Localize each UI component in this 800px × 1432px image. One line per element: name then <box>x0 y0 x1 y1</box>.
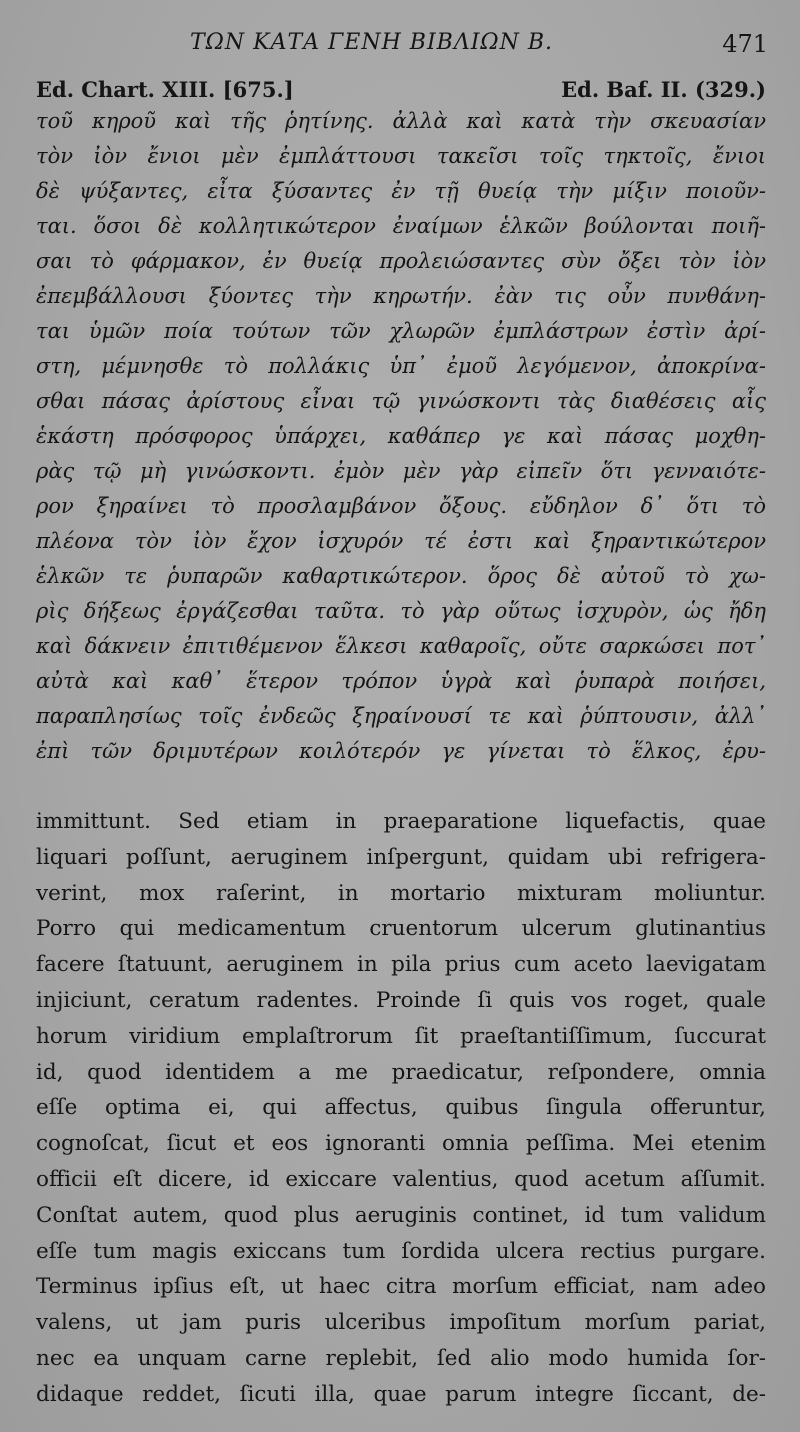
greek-line: στη, μέμνησθε τὸ πολλάκις ὑπ᾽ ἐμοῦ λεγόμενον, ἀποκρίνα- <box>36 354 766 378</box>
latin-line: valens, ut jam puris ulceribus impoſitum morſum pariat, <box>36 1310 766 1336</box>
latin-line: verint, mox raſerint, in mortario mixturam moliuntur. <box>36 880 766 906</box>
greek-line: ρὰς τῷ μὴ γινώσκοντι. ἐμὸν μὲν γὰρ εἰπεῖν ὅτι γενναιότε- <box>36 459 766 483</box>
latin-line: liquari poſſunt, aeruginem inſpergunt, quidam ubi refrigera- <box>36 844 766 870</box>
latin-line: eſſe optima ei, qui affectus, quibus ſingula offeruntur, <box>36 1095 766 1121</box>
greek-line: ται. ὅσοι δὲ κολλητικώτερον ἐναίμων ἑλκῶν βούλονται ποιῆ- <box>36 214 766 238</box>
greek-line: ρον ξηραίνει τὸ προσλαμβάνον ὄξους. εὔδηλον δ᾽ ὅτι τὸ <box>36 494 766 518</box>
greek-line: τὸν ἰὸν ἔνιοι μὲν ἐμπλάττουσι τακεῖσι τοῖς τηκτοῖς, ἔνιοι <box>36 144 766 168</box>
greek-line: δὲ ψύξαντες, εἶτα ξύσαντες ἐν τῇ θυείᾳ τὴν μίξιν ποιοῦν- <box>36 179 766 203</box>
latin-line: eſſe tum magis exiccans tum ſordida ulcera rectius purgare. <box>36 1238 766 1264</box>
latin-line: nec ea unquam carne replebit, ſed alio modo humida ſor- <box>36 1345 766 1371</box>
latin-line: immittunt. Sed etiam in praeparatione liquefactis, quae <box>36 809 766 834</box>
latin-line: injiciunt, ceratum radentes. Proinde ſi quis vos roget, quale <box>36 987 766 1013</box>
greek-line: παραπλησίως τοῖς ἐνδεῶς ξηραίνουσί τε καὶ ῥύπτουσιν, ἀλλ᾽ <box>36 704 766 728</box>
latin-line: didaque reddet, ſicuti illa, quae parum integre ſiccant, de- <box>36 1381 766 1407</box>
latin-line: Terminus ipſius eſt, ut haec citra morſum efficiat, nam adeo <box>36 1274 766 1300</box>
greek-line: ἐπὶ τῶν δριμυτέρων κοιλότερόν γε γίνεται τὸ ἕλκος, ἐρυ- <box>36 739 766 763</box>
edition-ref-basel: Ed. Baf. II. (329.) <box>561 77 766 102</box>
greek-line: καὶ δάκνειν ἐπιτιθέμενον ἕλκεσι καθαροῖς, οὔτε σαρκώσει ποτ᾽ <box>36 634 766 658</box>
greek-line: ρὶς δήξεως ἐργάζεσθαι ταῦτα. τὸ γὰρ οὕτως ἰσχυρὸν, ὡς ἤδη <box>36 599 766 623</box>
greek-line: ἑκάστη πρόσφορος ὑπάρχει, καθάπερ γε καὶ πάσας μοχθη- <box>36 424 766 448</box>
latin-line: Porro qui medicamentum cruentorum ulcerum glutinantius <box>36 916 766 942</box>
latin-line: horum viridium emplaſtrorum ſit praeſtantiſſimum, ſuccurat <box>36 1023 766 1049</box>
running-title: ΤΩΝ ΚΑΤΑ ΓΕΝΗ ΒΙΒΛΙΩΝ Β. <box>190 30 554 55</box>
greek-text-block <box>36 104 766 769</box>
greek-line: αὐτὰ καὶ καθ᾽ ἕτερον τρόπον ὑγρὰ καὶ ῥυπαρὰ ποιήσει, <box>36 669 766 693</box>
latin-line: facere ſtatuunt, aeruginem in pila prius cum aceto laevigatam <box>36 952 766 978</box>
greek-line: σθαι πάσας ἀρίστους εἶναι τῷ γινώσκοντι τὰς διαθέσεις αἷς <box>36 389 766 413</box>
latin-line: officii eſt dicere, id exiccare valentius, quod acetum aſſumit. <box>36 1166 766 1192</box>
greek-line: πλέονα τὸν ἰὸν ἔχον ἰσχυρόν τέ ἐστι καὶ ξηραντικώτερον <box>36 529 766 553</box>
latin-text-block <box>36 804 766 1413</box>
greek-line: ἑλκῶν τε ῥυπαρῶν καθαρτικώτερον. ὅρος δὲ αὐτοῦ τὸ χω- <box>36 564 766 588</box>
greek-line: ται ὑμῶν ποία τούτων τῶν χλωρῶν ἐμπλάστρων ἐστὶν ἀρί- <box>36 319 766 343</box>
latin-line: cognoſcat, ſicut et eos ignoranti omnia peſſima. Mei etenim <box>36 1131 766 1157</box>
greek-line: τοῦ κηροῦ καὶ τῆς ῥητίνης. ἀλλὰ καὶ κατὰ τὴν σκευασίαν <box>36 109 766 133</box>
latin-line: id, quod identidem a me praedicatur, reſpondere, omnia <box>36 1059 766 1085</box>
greek-line: σαι τὸ φάρμακον, ἐν θυείᾳ προλειώσαντες σὺν ὄξει τὸν ἰὸν <box>36 249 766 273</box>
page-number: 471 <box>722 30 768 58</box>
greek-line: ἐπεμβάλλουσι ξύοντες τὴν κηρωτήν. ἐὰν τις οὖν πυνθάνη- <box>36 284 766 308</box>
edition-ref-chartier: Ed. Chart. XIII. [675.] <box>36 77 294 102</box>
latin-line: Conſtat autem, quod plus aeruginis continet, id tum validum <box>36 1202 766 1228</box>
